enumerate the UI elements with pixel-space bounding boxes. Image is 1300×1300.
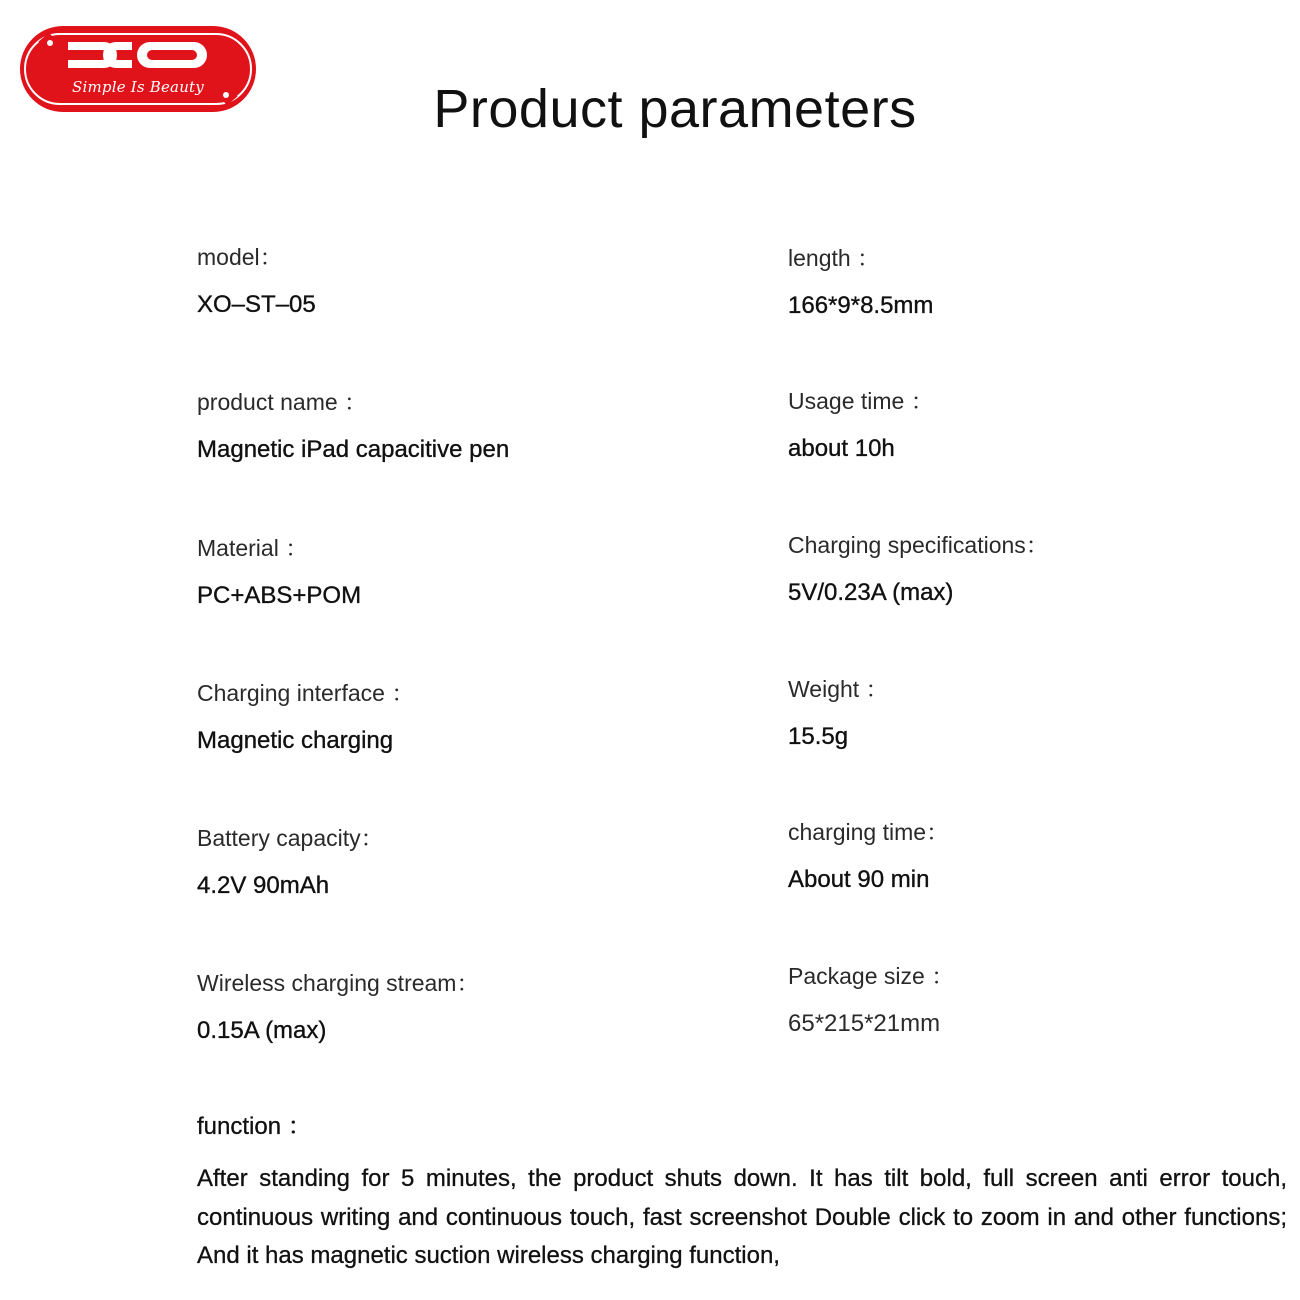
param-value: 15.5g [788,723,849,750]
param-value: XO–ST–05 [197,291,316,318]
param-wireless-charging-stream [197,968,717,1046]
param-product-name [197,387,717,465]
param-model [197,242,717,320]
function-section [197,1112,1287,1276]
param-label: charging time： [788,819,950,845]
param-charging-specifications [788,530,1300,608]
function-description: After standing for 5 minutes, the product shuts down. It has tilt bold, full screen anti error touch, continuous writing and continuous touch, fast screenshot Double click to zoom in and other functions; And it has magnetic suction wireless charging function, [197,1165,1287,1269]
param-charging-time [788,817,1300,895]
param-value: Magnetic iPad capacitive pen [197,436,510,463]
param-label: Battery capacity： [197,825,384,851]
param-value: 0.15A (max) [197,1017,327,1044]
param-label: Material ： [197,535,309,561]
param-value: Magnetic charging [197,727,394,754]
param-value: PC+ABS+POM [197,582,362,609]
param-label: Weight ： [788,676,889,702]
param-value: about 10h [788,435,895,462]
param-value: 65*215*21mm [788,1010,941,1037]
param-label: Wireless charging stream： [197,970,480,996]
param-label: length ： [788,245,881,271]
param-length [788,243,1300,321]
param-material [197,533,717,611]
param-value: 5V/0.23A (max) [788,579,954,606]
param-value: About 90 min [788,866,930,893]
param-usage-time [788,386,1300,464]
param-package-size [788,961,1300,1039]
param-charging-interface [197,678,717,756]
param-label: product name ： [197,389,368,415]
param-label: model： [197,244,283,270]
param-label: Charging specifications： [788,532,1049,558]
param-weight [788,674,1300,752]
param-value: 166*9*8.5mm [788,292,934,319]
param-label: Charging interface ： [197,680,415,706]
param-battery-capacity [197,823,717,901]
brand-tagline: Simple Is Beauty [72,78,204,96]
function-label: function ： [197,1113,312,1140]
page-title: Product parameters [433,79,917,139]
param-label: Package size ： [788,963,955,989]
param-value: 4.2V 90mAh [197,872,330,899]
param-label: Usage time ： [788,388,934,414]
